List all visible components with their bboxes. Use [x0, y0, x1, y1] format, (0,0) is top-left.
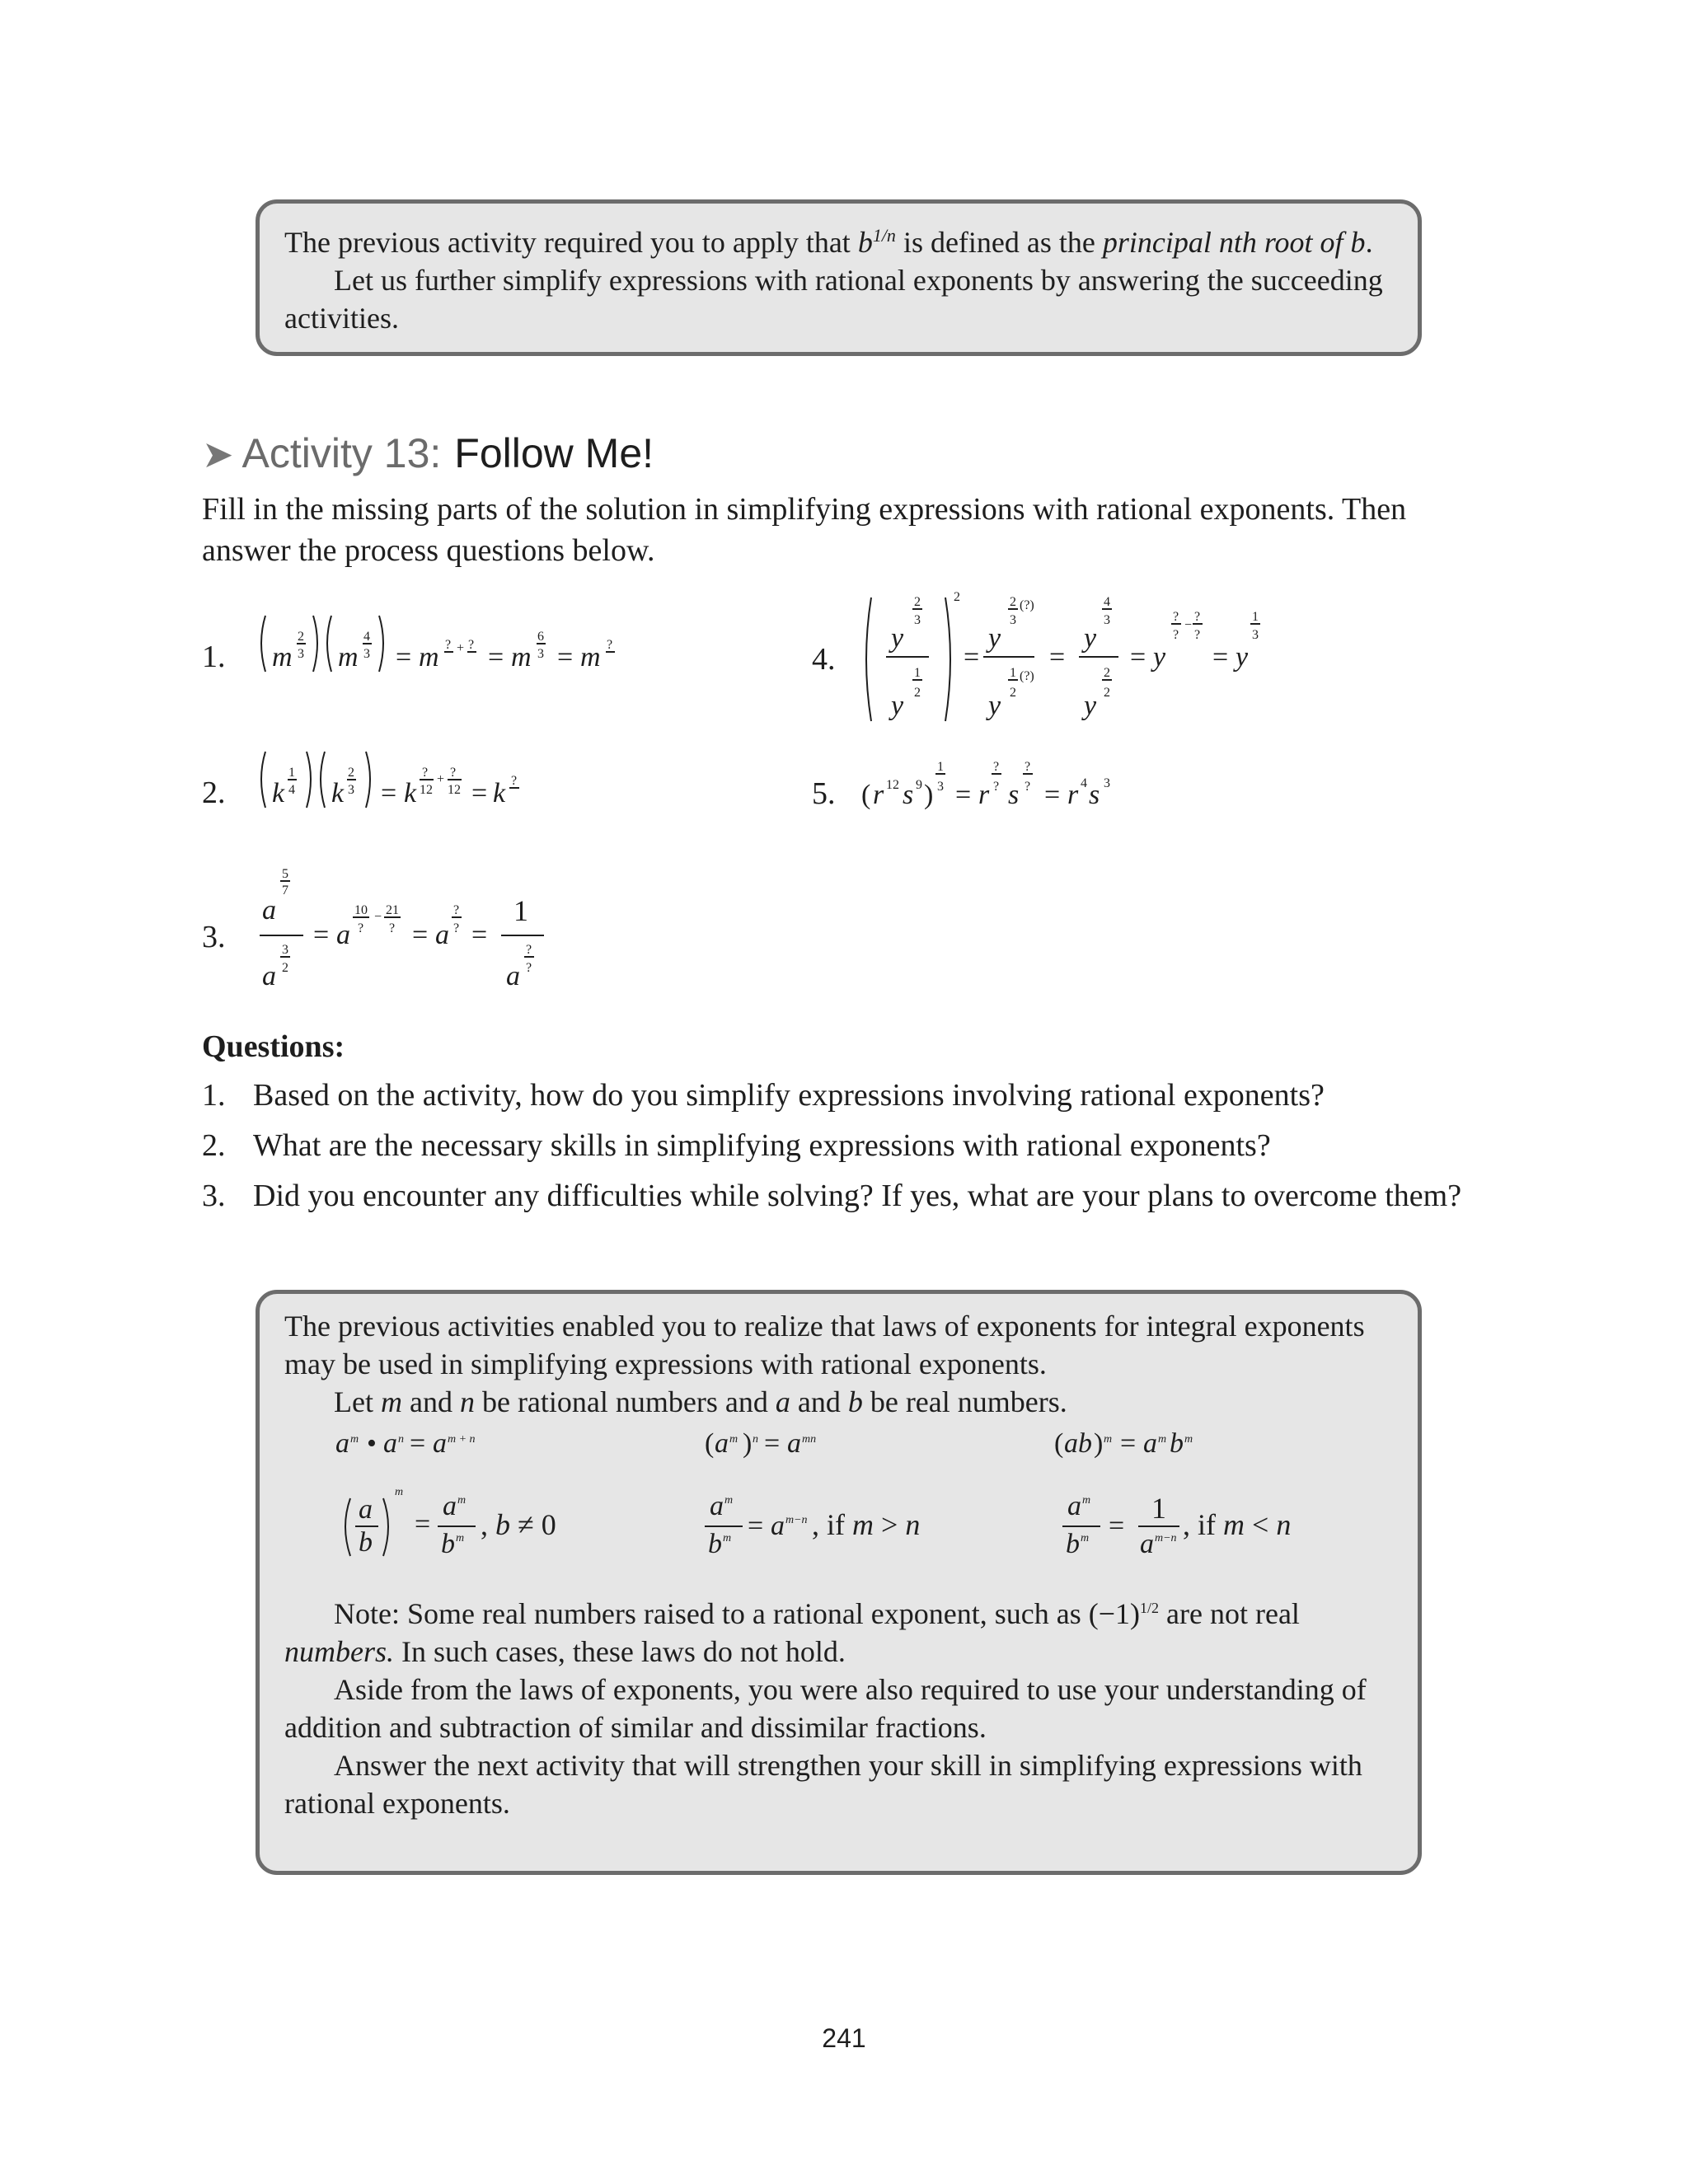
- problem-3-expression: [256, 861, 717, 1001]
- svg-text:1: 1: [1252, 610, 1259, 624]
- svg-text:3: 3: [1252, 628, 1259, 642]
- laws-of-exponents: [284, 1426, 1398, 1582]
- svg-text:=: =: [396, 642, 412, 673]
- problem-number: 1.: [202, 640, 226, 674]
- question-item: [202, 1076, 1504, 1115]
- svg-text:?: ?: [1025, 780, 1031, 794]
- svg-text:?: ?: [1173, 610, 1179, 624]
- svg-text:r: r: [1067, 780, 1079, 810]
- svg-text:?: ?: [468, 638, 475, 652]
- problem-4-expression: [861, 581, 1389, 729]
- problem-number: 3.: [202, 920, 226, 954]
- svg-text:3: 3: [282, 943, 288, 957]
- svg-text:3: 3: [937, 780, 944, 794]
- svg-text:y: y: [891, 623, 904, 654]
- svg-text:3: 3: [298, 647, 304, 661]
- intro-paragraph-1: The previous activity required you to apply that $b^{1/n}$ is defined as the principal nth root of b.: [284, 225, 1373, 259]
- svg-text:2: 2: [282, 961, 288, 975]
- svg-text:=: =: [415, 1509, 431, 1540]
- svg-text:?: ?: [1194, 610, 1201, 624]
- question-number: 1.: [202, 1078, 226, 1113]
- svg-text:): ): [743, 1428, 753, 1459]
- activity-number: Activity 13:: [241, 430, 442, 476]
- svg-text:m: m: [457, 1494, 467, 1507]
- svg-text:): ): [1094, 1428, 1104, 1459]
- svg-text:2: 2: [1104, 666, 1110, 680]
- svg-text:s: s: [1089, 780, 1100, 810]
- summary-note: Note: Some real numbers raised to a rational exponent, such as $(-1)^{1/2}$ are not real numbers. In such cases, these laws do not hold.: [284, 1597, 1300, 1668]
- svg-text:b: b: [1066, 1529, 1080, 1559]
- svg-text:2: 2: [914, 686, 921, 700]
- svg-text:y: y: [988, 691, 1001, 721]
- svg-text:mn: mn: [802, 1433, 817, 1446]
- svg-text:6: 6: [537, 630, 544, 644]
- svg-text:=: =: [964, 642, 980, 673]
- question-text: Based on the activity, how do you simplify expressions involving rational exponents?: [253, 1078, 1325, 1113]
- question-item: [202, 1126, 1504, 1165]
- svg-text:?: ?: [526, 943, 532, 957]
- svg-text:3: 3: [1010, 613, 1016, 627]
- svg-text:r: r: [873, 780, 884, 810]
- svg-text:?: ?: [358, 921, 364, 935]
- svg-text:, if m < n: , if m < n: [1183, 1508, 1292, 1541]
- svg-text:?: ?: [1194, 628, 1201, 642]
- svg-text:(?): (?): [1020, 598, 1034, 612]
- activity-instructions: Fill in the missing parts of the solution in simplifying expressions with rational exponents. Then answer the process questions below.: [202, 492, 1407, 568]
- svg-text:k: k: [331, 778, 345, 808]
- svg-text:=: =: [1109, 1511, 1125, 1541]
- svg-text:?: ?: [511, 774, 518, 788]
- svg-text:=: =: [313, 920, 330, 950]
- problem-2-expression: [256, 742, 717, 824]
- svg-text:m: m: [1081, 1532, 1090, 1544]
- svg-text:m: m: [1082, 1494, 1091, 1507]
- problem-1-expression: [256, 598, 783, 688]
- svg-text:=: =: [1130, 642, 1146, 673]
- question-text: What are the necessary skills in simplifying expressions with rational exponents?: [253, 1128, 1271, 1163]
- svg-text:m: m: [1104, 1433, 1113, 1446]
- problem-1: [202, 598, 762, 688]
- svg-text:21: 21: [386, 903, 399, 917]
- problem-2: [202, 742, 696, 824]
- svg-text:5: 5: [282, 867, 288, 881]
- svg-text:(: (: [705, 1428, 715, 1459]
- svg-text:?: ?: [453, 921, 460, 935]
- problem-5-expression: [861, 746, 1356, 824]
- svg-text:k: k: [272, 778, 285, 808]
- laws-summary-box: [256, 1290, 1422, 1875]
- svg-text:s: s: [903, 780, 914, 810]
- svg-text:=: =: [471, 920, 488, 950]
- svg-text:3: 3: [363, 647, 370, 661]
- svg-text:2: 2: [954, 590, 960, 604]
- svg-text:b: b: [1170, 1428, 1184, 1459]
- svg-text:ab: ab: [1064, 1428, 1092, 1459]
- svg-text:?: ?: [445, 638, 452, 652]
- svg-text:?: ?: [453, 903, 460, 917]
- problem-number: 4.: [812, 642, 836, 677]
- question-text: Did you encounter any difficulties while solving? If yes, what are your plans to overcome them?: [253, 1179, 1462, 1213]
- svg-text:a: a: [262, 961, 276, 991]
- svg-text:1: 1: [914, 666, 921, 680]
- svg-text:1: 1: [1010, 666, 1016, 680]
- svg-text:?: ?: [993, 760, 1000, 774]
- svg-text:y: y: [1084, 691, 1097, 721]
- svg-text:y: y: [891, 691, 904, 721]
- svg-text:m + n: m + n: [448, 1433, 476, 1446]
- svg-text:1: 1: [937, 760, 944, 774]
- svg-text:n: n: [398, 1433, 404, 1446]
- svg-text:3: 3: [914, 613, 921, 627]
- svg-text:a: a: [262, 895, 276, 926]
- svg-text:y: y: [1153, 642, 1166, 673]
- svg-text:2: 2: [1104, 686, 1110, 700]
- svg-text:1: 1: [1151, 1492, 1166, 1525]
- svg-text:m: m: [456, 1532, 465, 1544]
- svg-text:m: m: [724, 1494, 734, 1507]
- svg-text:(: (: [861, 780, 871, 810]
- svg-text:4: 4: [363, 630, 370, 644]
- svg-text:+: +: [457, 641, 465, 655]
- svg-text:k: k: [493, 778, 506, 808]
- svg-text:y: y: [1084, 623, 1097, 654]
- svg-text:−: −: [1184, 618, 1193, 632]
- svg-text:4: 4: [1104, 595, 1110, 609]
- svg-text:9: 9: [916, 778, 922, 792]
- svg-text:y: y: [988, 623, 1001, 654]
- svg-text:2: 2: [914, 595, 921, 609]
- activity-heading: [202, 427, 654, 480]
- svg-text:?: ?: [526, 961, 532, 975]
- svg-text:m: m: [729, 1433, 738, 1446]
- svg-text:=: =: [748, 1511, 764, 1541]
- svg-text:a: a: [336, 920, 350, 950]
- svg-text:2: 2: [298, 630, 304, 644]
- svg-text:k: k: [404, 778, 417, 808]
- negative-one-half-power: $(-1)^{1/2}$: [1088, 1597, 1160, 1630]
- svg-text:=: =: [557, 642, 574, 673]
- svg-text:•: •: [367, 1428, 377, 1459]
- svg-text:4: 4: [288, 783, 295, 797]
- summary-paragraph-4: Aside from the laws of exponents, you were also required to use your understanding of addition and subtraction of similar and dissimilar fractions.: [284, 1673, 1367, 1744]
- svg-text:3: 3: [1104, 776, 1110, 790]
- svg-text:2: 2: [1010, 595, 1016, 609]
- svg-text:a: a: [710, 1491, 724, 1521]
- svg-text:12: 12: [448, 783, 461, 797]
- problem-5: [812, 746, 1348, 824]
- problem-number: 5.: [812, 776, 836, 811]
- svg-text:a: a: [433, 1428, 447, 1459]
- laws-of-exponents-formulas: [284, 1426, 1389, 1582]
- summary-paragraph-1: The previous activities enabled you to realize that laws of exponents for integral exponents may be used in simplifying expressions with rational exponents.: [284, 1310, 1365, 1380]
- svg-text:): ): [924, 780, 934, 810]
- svg-text:10: 10: [354, 903, 368, 917]
- intro-note-box: [256, 199, 1422, 356]
- svg-text:2: 2: [1010, 686, 1016, 700]
- svg-text:?: ?: [993, 780, 1000, 794]
- svg-text:=: =: [1044, 780, 1061, 810]
- question-item: [202, 1176, 1504, 1216]
- svg-text:m: m: [580, 642, 601, 673]
- svg-text:3: 3: [348, 783, 354, 797]
- svg-text:+: +: [437, 772, 445, 786]
- svg-text:=: =: [381, 778, 397, 808]
- svg-text:m: m: [511, 642, 532, 673]
- svg-text:(?): (?): [1020, 669, 1034, 683]
- svg-text:a: a: [1067, 1491, 1081, 1521]
- svg-text:?: ?: [389, 921, 396, 935]
- problem-4: [812, 581, 1389, 729]
- svg-text:7: 7: [282, 883, 288, 898]
- svg-text:=: =: [764, 1428, 781, 1459]
- svg-text:a: a: [443, 1491, 457, 1521]
- questions-heading: Questions:: [202, 1029, 345, 1064]
- svg-text:a: a: [715, 1428, 729, 1459]
- problem-number: 2.: [202, 776, 226, 810]
- svg-text:b: b: [441, 1529, 455, 1559]
- svg-text:2: 2: [348, 766, 354, 780]
- svg-text:y: y: [1236, 642, 1249, 673]
- svg-text:a: a: [335, 1428, 349, 1459]
- svg-text:m: m: [272, 642, 293, 673]
- svg-text:m−n: m−n: [1155, 1532, 1177, 1544]
- right-arrowhead-icon: ➤: [202, 433, 234, 476]
- svg-text:=: =: [955, 780, 972, 810]
- svg-text:4: 4: [1081, 776, 1087, 790]
- svg-text:=: =: [488, 642, 504, 673]
- svg-text:a: a: [1140, 1529, 1154, 1559]
- question-number: 3.: [202, 1179, 226, 1213]
- svg-text:?: ?: [1025, 760, 1031, 774]
- svg-text:s: s: [1008, 780, 1020, 810]
- svg-text:m−n: m−n: [785, 1514, 808, 1526]
- page-number: 241: [822, 2023, 866, 2053]
- svg-text:(: (: [1054, 1428, 1064, 1459]
- svg-text:3: 3: [1104, 613, 1110, 627]
- svg-text:=: =: [1120, 1428, 1137, 1459]
- svg-text:12: 12: [886, 778, 899, 792]
- svg-text:=: =: [410, 1428, 426, 1459]
- svg-text:n: n: [753, 1433, 758, 1446]
- svg-text:, if m > n: , if m > n: [812, 1508, 921, 1541]
- intro-paragraph-2: Let us further simplify expressions with rational exponents by answering the succeeding activities.: [284, 264, 1383, 335]
- svg-text:3: 3: [537, 647, 544, 661]
- svg-text:12: 12: [420, 783, 433, 797]
- svg-text:m: m: [395, 1486, 404, 1498]
- svg-text:=: =: [412, 920, 429, 950]
- svg-text:m: m: [723, 1532, 732, 1544]
- svg-text:m: m: [350, 1433, 359, 1446]
- svg-text:a: a: [1143, 1428, 1157, 1459]
- svg-text:=: =: [1212, 642, 1229, 673]
- svg-text:b: b: [708, 1529, 722, 1559]
- svg-text:?: ?: [450, 766, 457, 780]
- svg-text:a: a: [383, 1428, 397, 1459]
- svg-text:m: m: [1158, 1433, 1167, 1446]
- activity-title: Follow Me!: [454, 430, 654, 476]
- svg-text:a: a: [771, 1511, 785, 1541]
- svg-text:?: ?: [422, 766, 429, 780]
- question-number: 2.: [202, 1128, 226, 1163]
- svg-text:=: =: [1049, 642, 1066, 673]
- svg-text:?: ?: [1173, 628, 1179, 642]
- svg-text:a: a: [506, 961, 520, 991]
- svg-text:a: a: [787, 1428, 801, 1459]
- summary-paragraph-5: Answer the next activity that will strengthen your skill in simplifying expressions with rational exponents.: [284, 1749, 1362, 1820]
- svg-text:−: −: [374, 910, 382, 924]
- svg-text:1: 1: [288, 766, 295, 780]
- svg-text:, b ≠ 0: , b ≠ 0: [481, 1508, 556, 1541]
- problem-3: [202, 861, 696, 1001]
- svg-text:b: b: [359, 1527, 373, 1558]
- svg-text:?: ?: [607, 638, 613, 652]
- questions-list: [202, 1076, 1504, 1226]
- svg-text:a: a: [435, 920, 449, 950]
- svg-text:a: a: [359, 1494, 373, 1525]
- summary-paragraph-2: Let m and n be rational numbers and a and b be real numbers.: [334, 1385, 1067, 1418]
- svg-text:m: m: [1184, 1433, 1193, 1446]
- svg-text:m: m: [419, 642, 439, 673]
- svg-text:=: =: [471, 778, 488, 808]
- svg-text:1: 1: [513, 894, 528, 927]
- svg-text:m: m: [338, 642, 359, 673]
- svg-text:r: r: [978, 780, 990, 810]
